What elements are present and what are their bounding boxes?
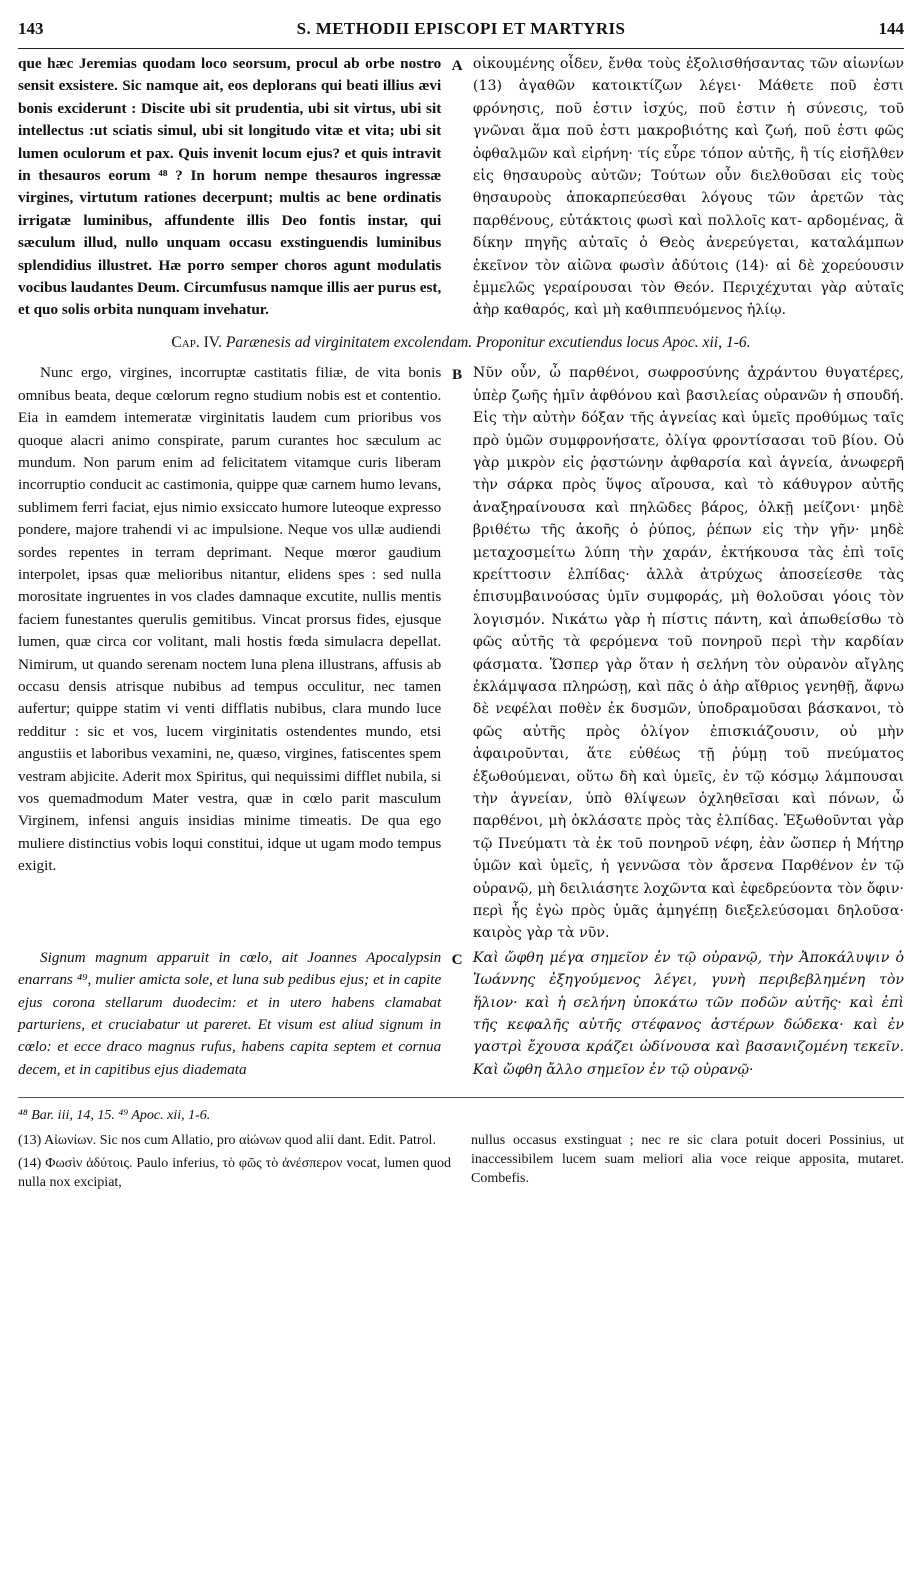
footnote-13: (13) Αἰωνίων. Sic nos cum Allatio, pro αἰώνων quod alii dant. Edit. Patrol. — [18, 1133, 436, 1149]
chapter-caption — [18, 332, 904, 354]
latin-paragraph-2: Nunc ergo, virgines, incorruptæ castitatis filiæ, de vita bonis omnibus beata, deque cœlorum regno studium nobis est et contentio. Eia in eamdem intemeratæ virginitatis laudem cum prioribus vos quoque alacri animo conspirate, parum curantes hoc sæculum ac mundum. Non parum enim ad felicitatem vitamque curis liberam incorruptio conducit ac castimonia, quippe quæ carnem humo levans, sublimem ferri faciat, ejus nimio exsiccato humore luteoque expresso pondere, majore trahendi vi ac impulsione. Neque vos ullæ audiendi sordes repentes in terram deprimant. Neque mœror gaudium interpolet, ipsas quæ melioribus nitantur, elidens spes : sed nulla morositate ingruentes in vos clades damnaque excutite, nullis mentis faciem funestantes querulis gemitibus. Vincat prorsus fides, ejusque lumen, quæ circa cor volitant, mali hostis fœda simulacra depellat. Nimirum, ut quando serenam noctem luna plena illustrans, affusis ab occasu densis atrisque nubibus ad tempus occulitur, nec tamen aufertur; quippe statim vi venti difflatis nubibus, clara mundo luce redditur : sic et vos, lucem virginitatis ostendentes mundo, etsi angustiis et laboribus vexamini, ne, quæso, virgines, fatiscentes spem vestram abjicite. Aderit mox Spiritus, qui nequissimi difflet nubila, si vos quemadmodum Mater vestra, quæ in cœlo parit masculum Virginem, infensi anguis insidias minime timeatis. De qua ego muliere distinctius vobis loqui constitui, idque ut ugam modo tempus exigit. — [18, 364, 442, 875]
footnotes-left — [18, 1131, 451, 1196]
left-page-number: 143 — [18, 19, 44, 38]
section-3 — [18, 947, 904, 1081]
margin-marker-b: B — [452, 366, 463, 384]
latin-column-1 — [18, 53, 441, 322]
running-title: S. METHODII EPISCOPI ET MARTYRIS — [296, 19, 626, 38]
page-header — [18, 18, 904, 49]
section-1 — [18, 53, 904, 322]
footnotes-right — [471, 1131, 904, 1196]
margin-marker-c: C — [451, 950, 463, 968]
chapter-title: Parænesis ad virginitatem excolendam. Proponitur excutiendus locus Apoc. xii, 1-6. — [225, 333, 751, 351]
greek-column-1 — [473, 53, 904, 322]
greek-paragraph-1: οἰκουμένης οἶδεν, ἔνθα τοὺς ἐξολισθήσαντας τῶν αἰωνίων (13) ἀγαθῶν κατοικτίζων λέγει· Μάθετε ποῦ ἐστι φρόνησις, ποῦ ἐστιν ἰσχύς, ποῦ ἐστιν ἡ σύνεσις, τοῦ γνῶναι ἅμα ποῦ ἐστι μακροβιότης καὶ ζωή, ποῦ ἐστι φῶς ὀφθαλμῶν καὶ εἰρήνη· τίς εὗρε τόπον αὐτῆς, ἢ τίς εἰσῆλθεν εἰς θησαυροὺς αὐτῶν; Τούτων οὖν διελθοῦσαι εἰς τοὺς θησαυροὺς ἀποκαρπεύεσθαι λόγους τῶν ἀρετῶν τὰς παρθένους, εὐτάκτοις φωσὶ καὶ πολλοῖς κατ- αρδομένας, ἃ δίκην πηγῆς αὐταῖς ὁ Θεὸς ἀνερεύγεται, καταλάμπων ἐκεῖνον τὸν αἰῶνα φωσὶν ἀδύτοις (14)· αἱ δὲ χορεύουσιν ἐμμελῶς γεραίρουσαι τὸν Θεόν. Περιχέχυται γὰρ αὐταῖς ἀὴρ καθαρός, καὶ μὴ καθιππευόμενος ἡλίῳ. — [472, 56, 904, 319]
footnote-14: (14) Φωσὶν ἀδύτοις. Paulo inferius, τὸ φῶς τὸ ἀνέσπερον vocat, lumen quod nulla nox excipiat, — [18, 1156, 451, 1191]
section-2 — [18, 362, 904, 945]
right-page-number: 144 — [878, 19, 904, 38]
footnotes — [18, 1097, 904, 1196]
latin-paragraph-1: que hæc Jeremias quodam loco seorsum, procul ab orbe nostro sensit exsistere. Sic namque ait, eos deplorans qui beati illius ævi bonis exciderunt : Discite ubi sit prudentia, ubi sit virtus, ubi sit intellectus :ut sciatis simul, ubi sit longitudo vitæ et vita; ubi sit lumen oculorum et pax. Quis invenit locum ejus? et quis intravit in thesauros eorum ⁴⁸ ? In horum nempe thesauros ingressæ virgines, virtutum rationes decerpunt; multis ac bene ordinatis irrigatæ luminibus, affundente illis Deo fontis instar, qui sæculum illud, nullo unquam occasu exstinguendis luminibus splendidius illustret. Hæ porro semper choros agunt modulatis vocibus laudantes Deum. Circumfusus namque illis aer purus est, et quo solis orbita nunquam invehatur. — [18, 55, 442, 319]
chapter-label: Cap. IV. — [171, 333, 222, 351]
latin-paragraph-3: Signum magnum apparuit in cœlo, ait Joannes Apocalypsin enarrans ⁴⁹, mulier amicta sole, et luna sub pedibus ejus; et in capite ejus corona stellarum duodecim: et in utero habens clamabat parturiens, et cruciabatur ut pareret. Et visum est aliud signum in cœlo: et ecce draco magnus rufus, habens capita septem et cornua decem, et in capitibus ejus diademata — [18, 948, 442, 1078]
scripture-references: ⁴⁸ Bar. iii, 14, 15. ⁴⁹ Apoc. xii, 1-6. — [18, 1108, 211, 1124]
greek-paragraph-2: Νῦν οὖν, ὦ παρθένοι, σωφροσύνης ἀχράντου θυγατέρες, ὑπὲρ ζωῆς ἡμῖν ἀφθόνου καὶ βασιλείας οὐρανῶν ἡ σπουδή. Εἰς τὴν αὐτὴν δόξαν τῆς ἁγνείας καὶ ὑμεῖς προθύμως ταῖς πρὸ ὑμῶν συμφρονήσατε, ὀλίγα φροντίσασαι τοῦ βίου. Οὐ γὰρ μικρὸν εἰς ῥᾳστώνην ἀφθαρσία καὶ ἁγνεία, ἀνωφερῆ τὴν σάρκα πρὸς ὕψος αἴρουσα, καὶ τὸ κάθυγρον αὐτῆς ἀναξηραίνουσα καὶ πηλῶδες βάρος, ὁλκῇ μείζονι· μηδὲ βριθέτω τῆς ἀκοῆς ὁ ῥύπος, ῥέπων εἰς τὴν γῆν· μηδὲ μεταχοσμείτω λύπη τὴν χαράν, ἐκτήκουσα τὰς ἐπὶ τοῖς κρείττοσιν ἐλπίδας· ἀλλὰ ἀτρύχως ἀποσείεσθε τὰς ἐπισυμβαινούσας ὑμῖν συμφοράς, μὴ θολοῦσαι γόοις τὸν λογισμόν. Νικάτω γὰρ ἡ πίστις πάντη, καὶ ἀπωθείσθω τὸ φῶς αὐτῆς τὰ φερόμενα τοῦ πονηροῦ περὶ τὴν καρδίαν φάσματα. Ὥσπερ γὰρ ὅταν ἡ σελήνη τὸν οὐρανὸν αἴγλης ἐκλάμψασα πληρώσῃ, καὶ πᾶς ὁ ἀὴρ αἴθριος γενηθῇ, ἄφνω δὲ νεφέλαι ποθὲν ἐκ δυσμῶν, ὑποδραμοῦσαι βάσκανοι, τὸ φῶς αὐτῆς πρὸς ὀλίγον ἐπισκιάζουσιν, οὐ μὴν ἀφαιροῦνται, ἅτε εὐθέως τῇ ῥύμῃ τοῦ πνεύματος ἐξωθούμεναι, οὕτω δὴ καὶ ὑμεῖς, ἐν τῷ κόσμῳ λάμπουσαι τὴν ἁγνείαν, ὑπὸ θλίψεων ὀχληθεῖσαι καὶ πόνων, ὦ παρθένοι, μὴ ὀκλάσατε πρὸς τὰς ἐλπίδας. Ἐξωθοῦνται γὰρ τῷ Πνεύματι τὰ ἐκ τοῦ πονηροῦ νέφη, ἐὰν ὥσπερ ἡ Μήτηρ ὑμῶν καὶ ὑμεῖς, ἡ γεννῶσα τὸν ἄρσενα Παρθένον ἐν τῷ οὐρανῷ, μὴ δειλιάσητε λοχῶντα καὶ ἐφεδρεύοντα τὸν ὄφιν· περὶ ἧς ἐγὼ πρὸς ὑμᾶς ἀμηγέπῃ διεξελεύσομαι δηλοῦσα· καιρὸς γὰρ τὰ νῦν. — [472, 365, 904, 942]
latin-column-3 — [18, 947, 441, 1081]
greek-column-2 — [473, 362, 904, 945]
margin-marker-a: A — [451, 57, 463, 74]
greek-column-3 — [473, 947, 904, 1081]
greek-paragraph-3: Καὶ ὤφθη μέγα σημεῖον ἐν τῷ οὐρανῷ, τὴν Ἀποκάλυψιν ὁ Ἰωάννης ἐξηγούμενος λέγει, γυνὴ περιβεβλημένη τὸν ἥλιον· καὶ ἡ σελήνη ὑποκάτω τῶν ποδῶν αὐτῆς· καὶ ἐπὶ τῆς κεφαλῆς αὐτῆς στέφανος ἀστέρων δώδεκα· καὶ ἐν γαστρὶ ἔχουσα κράζει ὠδίνουσα καὶ βασανιζομένη τεκεῖν. Καὶ ὤφθη ἄλλο σημεῖον ἐν τῷ οὐρανῷ· — [472, 949, 904, 1078]
latin-column-2 — [18, 362, 441, 945]
footnote-14-continued: nullus occasus exstinguat ; nec re sic clara potuit doceri Possinius, ut inaccessibilem lucem suam meliori alia voce reique apposita, mutaret. Combefis. — [471, 1133, 904, 1187]
